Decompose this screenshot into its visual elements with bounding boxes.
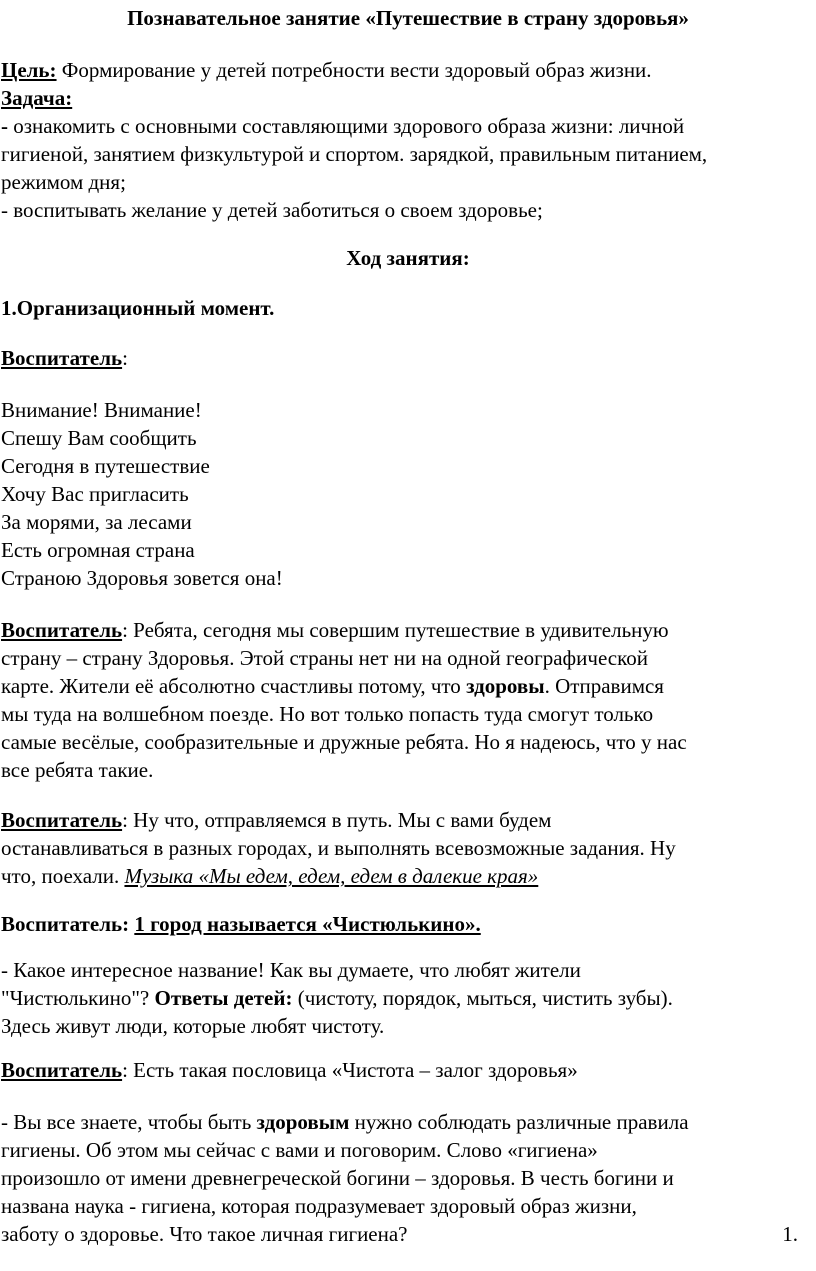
poem-line: За морями, за лесами (1, 510, 192, 534)
task-item-1-cont: гигиеной, занятием физкультурой и спортом. зарядкой, правильным питанием, (1, 142, 708, 166)
paragraph-line: названа наука - гигиена, которая подразумевает здоровый образ жизни, (1, 1194, 637, 1218)
paragraph-line: все ребята такие. (1, 758, 154, 782)
paragraph-line: что, поехали. Музыка «Мы едем, едем, едем в далекие края» (1, 864, 539, 888)
section-heading: 1.Организационный момент. (1, 296, 275, 320)
paragraph-line: мы туда на волшебном поезде. Но вот только попасть туда смогут только (1, 702, 654, 726)
poem-line: Спешу Вам сообщить (1, 426, 197, 450)
paragraph-line: останавливаться в разных городах, и выполнять всевозможные задания. Ну (1, 836, 676, 860)
goal-text: Формирование у детей потребности вести здоровый образ жизни. (56, 58, 652, 82)
task-item-1: - ознакомить с основными составляющими здорового образа жизни: личной (1, 114, 685, 138)
paragraph-line: страну – страну Здоровья. Этой страны нет ни на одной географической (1, 646, 649, 670)
page-number: 1. (782, 1222, 798, 1246)
speaker-label: Воспитатель (1, 1058, 123, 1082)
paragraph-line: Воспитатель: Ребята, сегодня мы совершим путешествие в удивительную (1, 618, 669, 642)
poem-line: Внимание! Внимание! (1, 398, 202, 422)
poem-line: Сегодня в путешествие (1, 454, 210, 478)
paragraph-line: гигиены. Об этом мы сейчас с вами и поговорим. Слово «гигиена» (1, 1138, 598, 1162)
speaker-line: Воспитатель: (1, 346, 128, 370)
city-heading (1, 910, 481, 938)
paragraph-line: Воспитатель: Ну что, отправляемся в путь. Мы с вами будем (1, 808, 552, 832)
goal-line (1, 56, 652, 84)
paragraph-line: Воспитатель: Есть такая пословица «Чистота – залог здоровья» (1, 1058, 578, 1082)
poem-line: Хочу Вас пригласить (1, 482, 189, 506)
speaker-label: Воспитатель (1, 346, 123, 370)
poem-line: Страною Здоровья зовется она! (1, 566, 283, 590)
paragraph-line: произошло от имени древнегреческой богини – здоровья. В честь богини и (1, 1166, 674, 1190)
paragraph-line: Здесь живут люди, которые любят чистоту. (1, 1014, 385, 1038)
speaker-label: Воспитатель (1, 808, 123, 832)
poem-line: Есть огромная страна (1, 538, 195, 562)
task-item-2: - воспитывать желание у детей заботиться о своем здоровье; (1, 198, 543, 222)
speaker-label: Воспитатель (1, 618, 123, 642)
paragraph-line: - Какое интересное название! Как вы думаете, что любят жители (1, 958, 581, 982)
paragraph-line: самые весёлые, сообразительные и дружные ребята. Но я надеюсь, что у нас (1, 730, 687, 754)
paragraph-line: карте. Жители её абсолютно счастливы потому, что здоровы. Отправимся (1, 674, 664, 698)
paragraph-line: "Чистюлькино"? Ответы детей: (чистоту, порядок, мыться, чистить зубы). (1, 986, 673, 1010)
task-item-1-cont2: режимом дня; (1, 170, 126, 194)
task-label: Задача: (1, 86, 73, 110)
document-title: Познавательное занятие «Путешествие в страну здоровья» (127, 6, 689, 30)
goal-label: Цель: (1, 58, 57, 82)
city-title: 1 город называется «Чистюлькино». (134, 912, 481, 936)
paragraph-line: заботу о здоровье. Что такое личная гигиена? (1, 1222, 408, 1246)
music-note: Музыка «Мы едем, едем, едем в далекие края» (124, 864, 539, 888)
task-dash: - (1, 114, 14, 138)
city-speaker: Воспитатель: (1, 912, 135, 936)
paragraph-line: - Вы все знаете, чтобы быть здоровым нужно соблюдать различные правила (1, 1110, 689, 1134)
course-heading: Ход занятия: (346, 246, 470, 270)
